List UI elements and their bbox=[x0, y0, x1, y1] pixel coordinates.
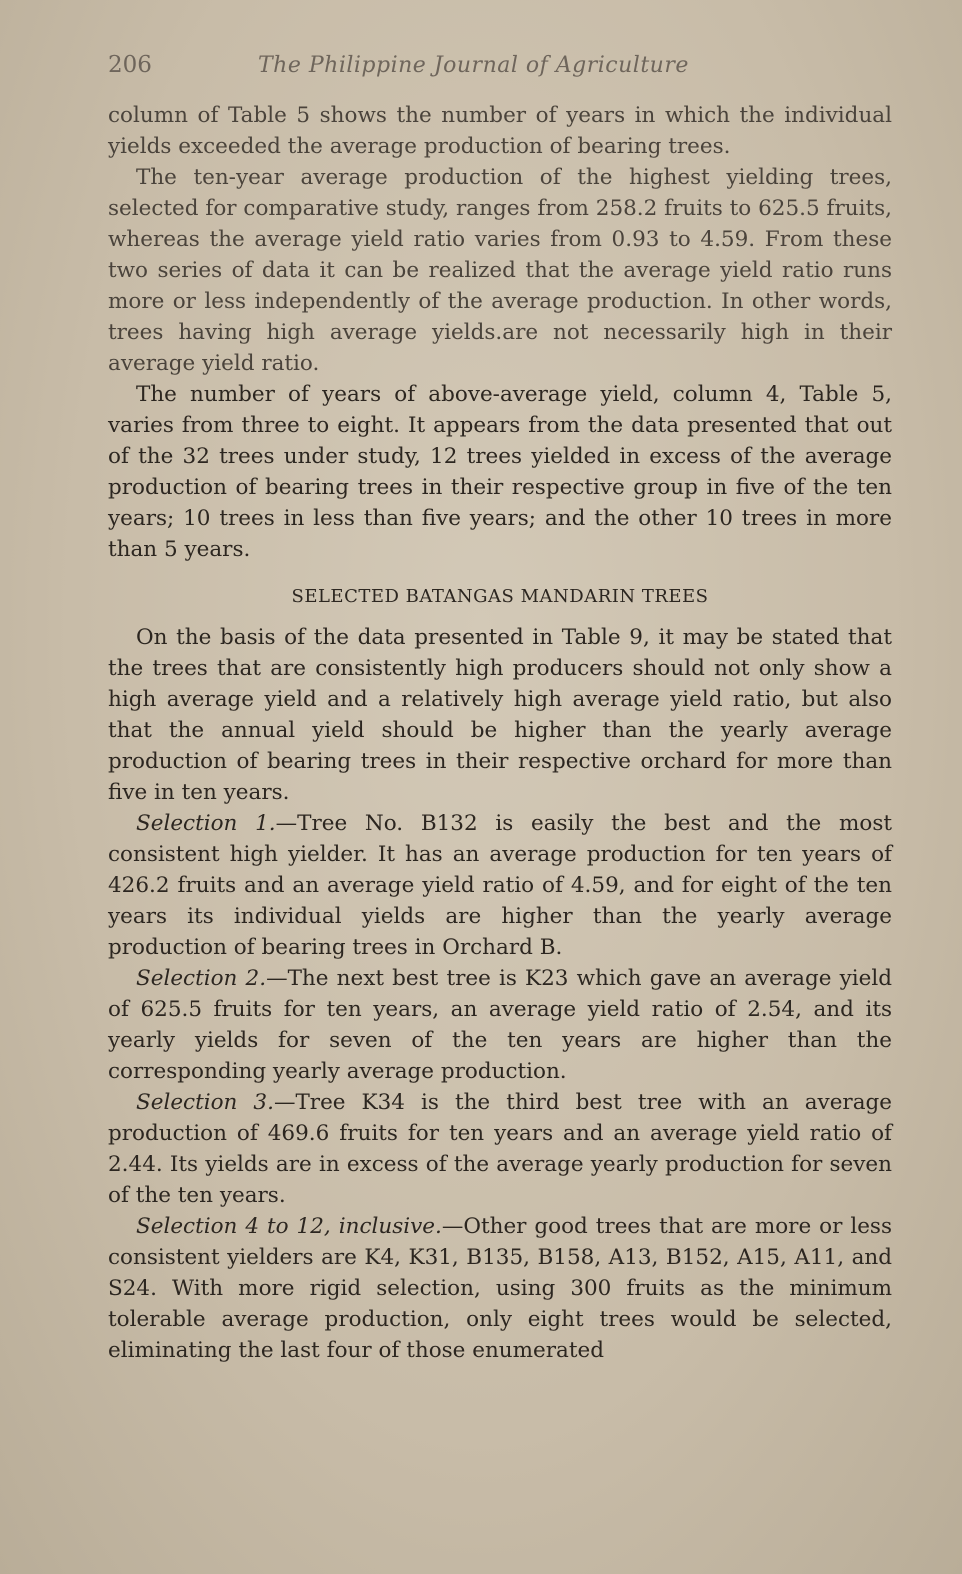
paragraph-selection-1 bbox=[108, 808, 892, 963]
page-number: 206 bbox=[108, 52, 152, 78]
selection-label: Selection 4 to 12, inclusive. bbox=[136, 1214, 442, 1239]
selection-text: —Tree K34 is the third best tree with an average production of 469.6 fruits for ten years and an average yield ratio of 2.44. Its yields are in excess of the average yearly production for seven of the ten years. bbox=[108, 1090, 892, 1208]
selection-label: Selection 3. bbox=[136, 1090, 274, 1115]
selection-label: Selection 1. bbox=[136, 811, 276, 836]
body-text bbox=[108, 100, 892, 1366]
section-heading: SELECTED BATANGAS MANDARIN TREES bbox=[291, 586, 709, 607]
paragraph-selection-criteria: On the basis of the data presented in Table 9, it may be stated that the trees that are consistently high producers should not only show a high average yield and a relatively high average yield ratio, but also that the annual yield should be higher than the yearly average production of bearing trees in their respective orchard for more than five in ten years. bbox=[108, 625, 892, 805]
journal-title: The Philippine Journal of Agriculture bbox=[258, 53, 689, 78]
paragraph-selection-4-12 bbox=[108, 1211, 892, 1366]
paragraph-continuation: column of Table 5 shows the number of years in which the individual yields exceeded the average production of bearing trees. bbox=[108, 103, 892, 159]
selection-text: —The next best tree is K23 which gave an average yield of 625.5 fruits for ten years, an average yield ratio of 2.54, and its yearly yields for seven of the ten years are higher than the corresponding yearly average production. bbox=[108, 966, 893, 1084]
paragraph-selection-2 bbox=[108, 963, 892, 1087]
selection-label: Selection 2. bbox=[136, 966, 267, 991]
paragraph-average-production: The ten-year average production of the highest yielding trees, selected for comparative study, ranges from 258.2 fruits to 625.5 fruits, whereas the average yield ratio varies from 0.93 to 4.59. From these two series of data it can be realized that the average yield ratio runs more or less independently of the average production. In other words, trees having high average yields.are not necessarily high in their average yield ratio. bbox=[108, 165, 892, 376]
paragraph-above-average-years: The number of years of above-average yield, column 4, Table 5, varies from three to eight. It appears from the data presented that out of the 32 trees under study, 12 trees yielded in excess of the average production of bearing trees in their respective group in five of the ten years; 10 trees in less than five years; and the other 10 trees in more than 5 years. bbox=[108, 382, 892, 562]
paragraph-selection-3 bbox=[108, 1087, 892, 1211]
selection-text: —Tree No. B132 is easily the best and the most consistent high yielder. It has an average production for ten years of 426.2 fruits and an average yield ratio of 4.59, and for eight of the ten years its individual yields are higher than the yearly average production of bearing trees in Orchard B. bbox=[108, 811, 892, 960]
selection-text: —Other good trees that are more or less consistent yielders are K4, K31, B135, B158, A13, B152, A15, A11, and S24. With more rigid selection, using 300 fruits as the minimum tolerable average production, only eight trees would be selected, eliminating the last four of those enumerated bbox=[108, 1214, 892, 1363]
running-head bbox=[108, 52, 892, 92]
